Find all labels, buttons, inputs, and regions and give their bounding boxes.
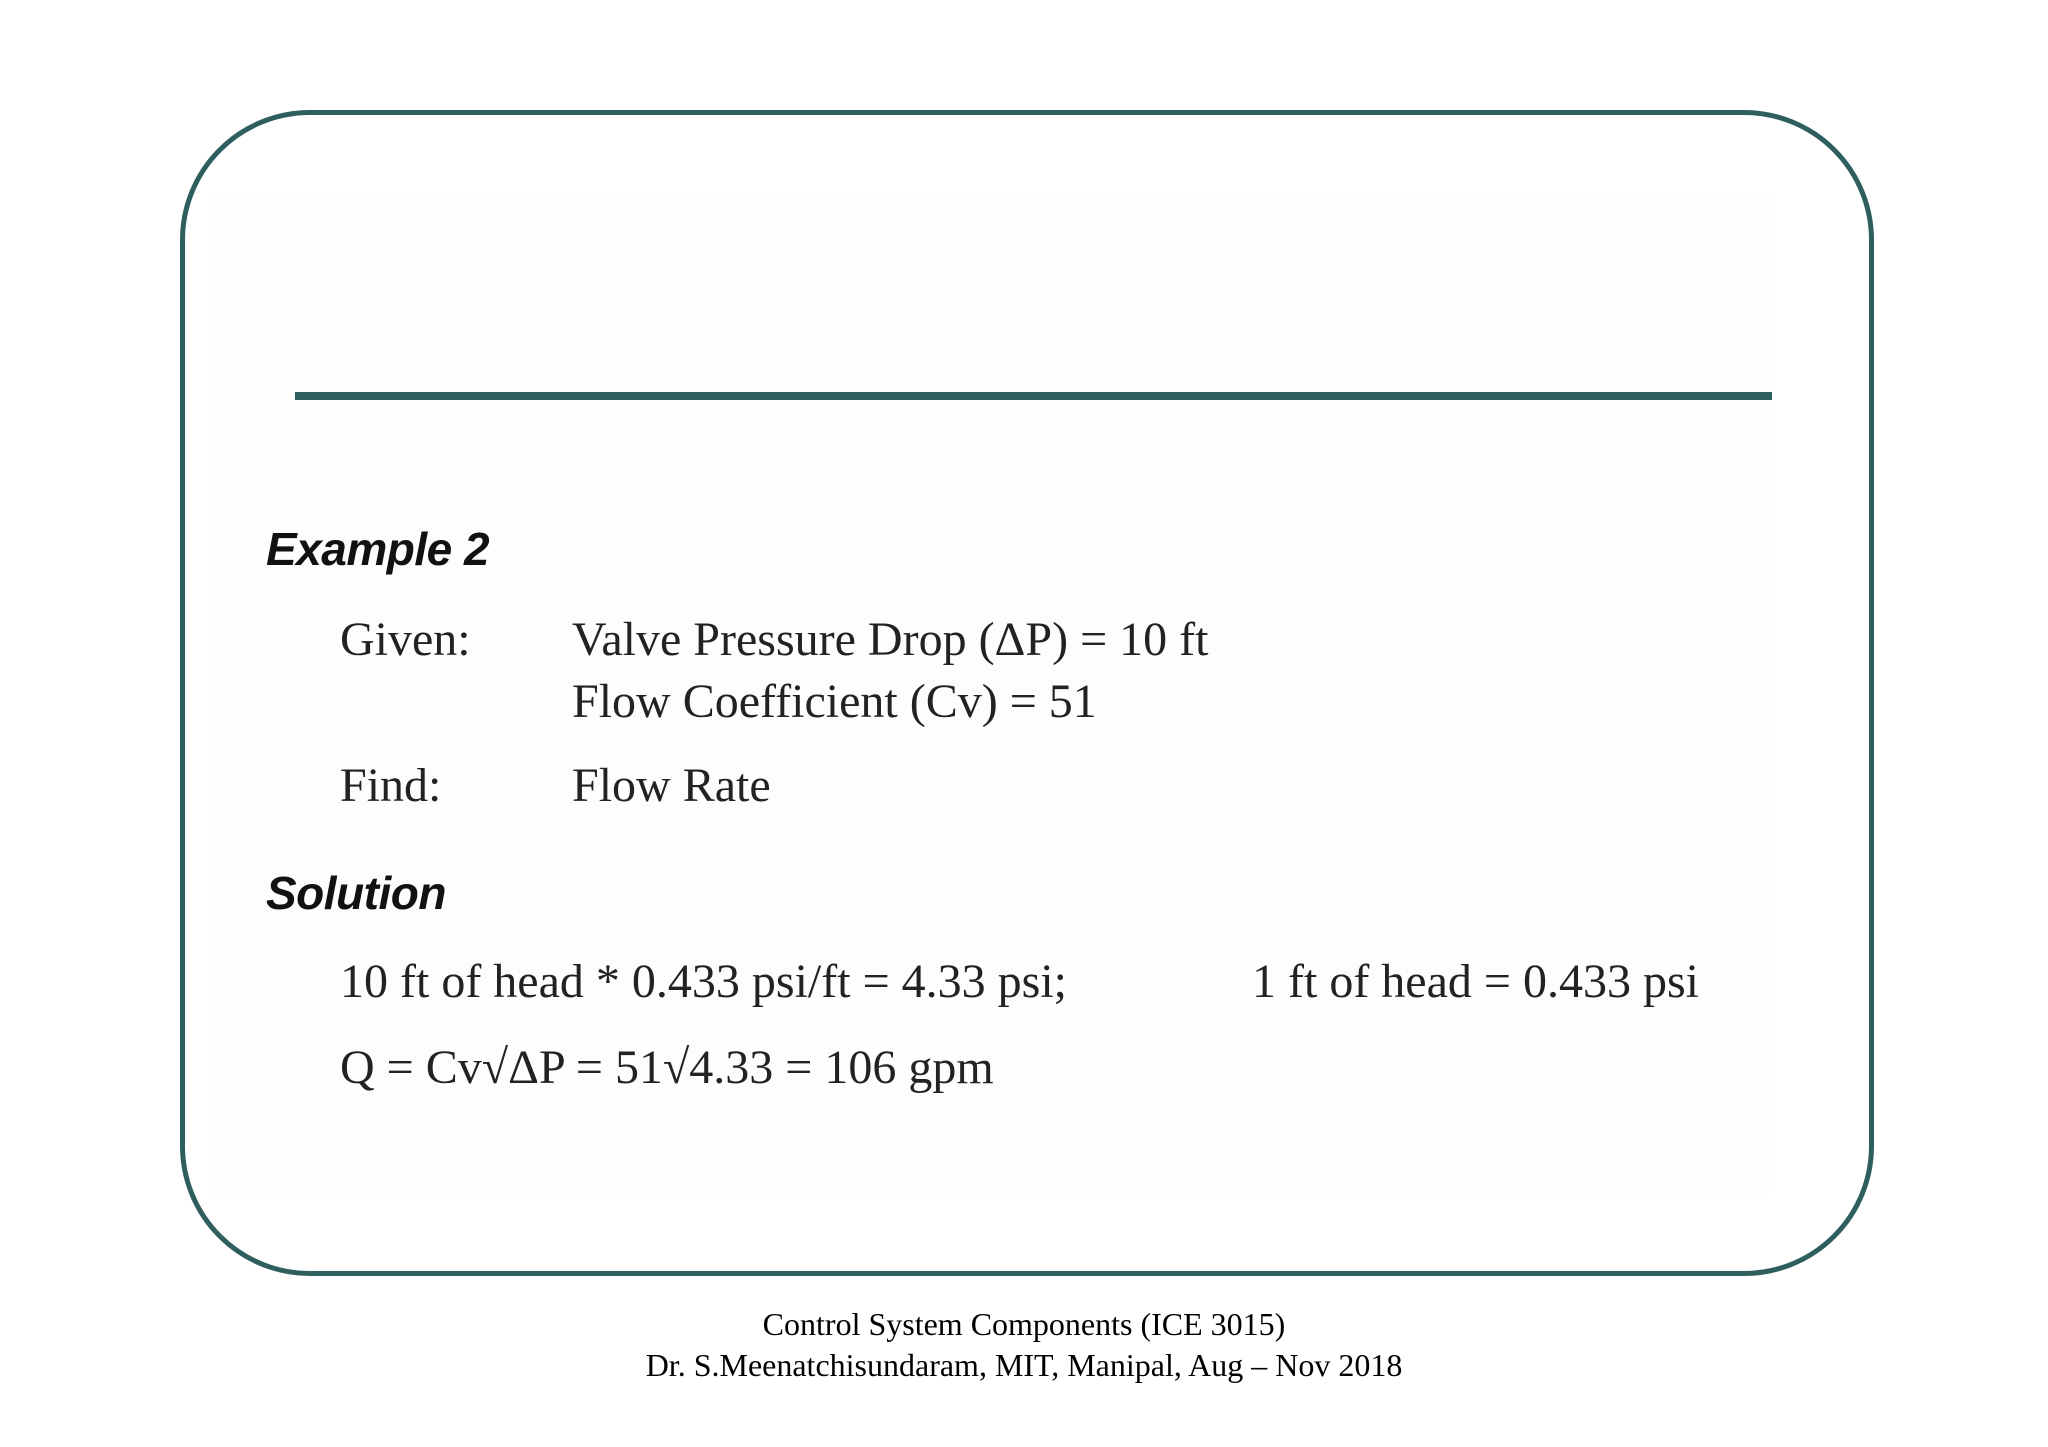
given-pressure-drop: Valve Pressure Drop (ΔP) = 10 ft [572,613,1209,666]
title-divider [295,392,1772,400]
footer-author: Dr. S.Meenatchisundaram, MIT, Manipal, Aug – Nov 2018 [645,1347,1403,1383]
solution-conversion-note: 1 ft of head = 0.433 psi [1252,955,1699,1008]
solution-flow-equation: Q = Cv√ΔP = 51√4.33 = 106 gpm [340,1041,994,1094]
given-flow-coefficient: Flow Coefficient (Cv) = 51 [572,675,1097,728]
solution-conversion-line: 10 ft of head * 0.433 psi/ft = 4.33 psi; [340,955,1068,1008]
find-value: Flow Rate [572,759,771,812]
given-label: Given: [340,613,471,666]
solution-heading: Solution [266,867,446,919]
footer-course: Control System Components (ICE 3015) [762,1306,1286,1342]
example-heading: Example 2 [266,523,490,575]
find-label: Find: [340,759,442,812]
